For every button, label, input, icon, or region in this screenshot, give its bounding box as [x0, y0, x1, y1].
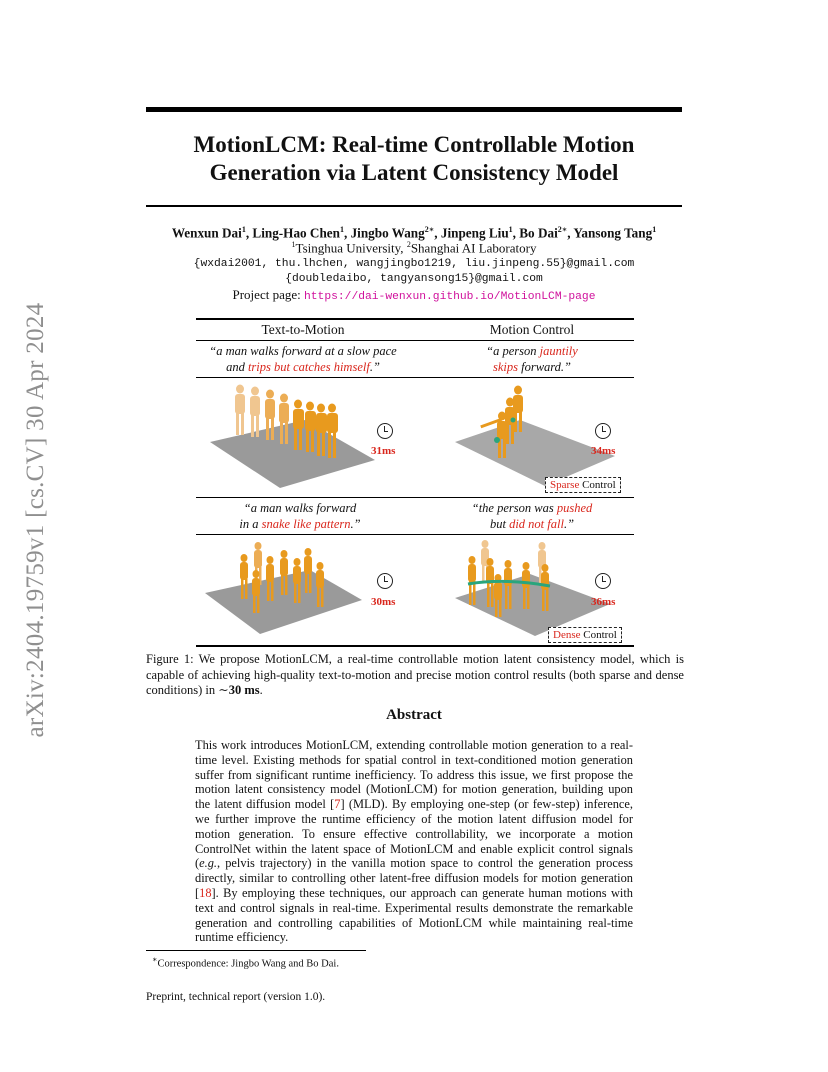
abstract-body: This work introduces MotionLCM, extending controllable motion generation to a real-time level. Existing methods for spatial control in text-conditioned motion generation suffer from significant runtime inefficiency. To address this issue, we first propose the motion latent consistency model (MotionLCM) for motion generation, building upon the latent diffusion model [7] (MLD). By employing one-step (or few-step) inference, we further improve the runtime efficiency of the motion latent diffusion model for motion generation. To ensure effective controllability, we incorporate a motion ControlNet within the latent space of MotionLCM and enable explicit control signals (e.g., pelvis trajectory) in the vanilla motion space to control the generation process directly, similar to controlling other latent-free diffusion models for motion generation [18]. By employing these techniques, our approach can generate human motions with text and control signals in real-time. Experimental results demonstrate the remarkable generation and controlling capabilities of MotionLCM while maintaining real-time runtime efficiency.: [195, 738, 634, 945]
author-name: Yansong Tang: [573, 225, 653, 241]
runtime-label: 36ms: [591, 596, 616, 608]
author-name: Jinpeng Liu: [440, 225, 509, 241]
runtime-label: 31ms: [371, 445, 396, 457]
author-name: Wenxun Dai: [171, 225, 242, 241]
motion-figure-trips: [200, 382, 410, 494]
figure-top-rule: [196, 318, 634, 320]
project-link[interactable]: https://dai-wenxun.github.io/MotionLCM-page: [303, 291, 596, 303]
runtime-label: 34ms: [591, 445, 616, 457]
dense-control-badge: Dense Control: [548, 627, 622, 643]
affiliations: $^1$Tsinghua University, $^2$Shanghai AI Laboratory: [291, 240, 537, 256]
clock-icon: [595, 423, 611, 439]
abstract-heading: Abstract: [386, 707, 442, 723]
column-header-motion-control: Motion Control: [489, 322, 575, 337]
clock-icon: [377, 423, 393, 439]
figure-row-rule: [196, 497, 634, 498]
author-name: Ling-Hao Chen: [252, 225, 340, 241]
author-list: Wenxun Dai$^1$, Ling-Hao Chen$^1$, Jingbo Wang$^{2∗}$, Jinpeng Liu$^1$, Bo Dai$^{2∗}$, Yansong Tang$^1$: [171, 225, 657, 241]
author-name: Jingbo Wang: [350, 225, 425, 241]
title-bottom-rule: [146, 205, 682, 207]
figure-header-rule: [196, 340, 634, 341]
column-header-text-to-motion: Text-to-Motion: [261, 322, 345, 337]
runtime-label: 30ms: [371, 596, 396, 608]
clock-icon: [595, 573, 611, 589]
correspondence-footnote: ∗Correspondence: Jingbo Wang and Bo Dai.: [152, 955, 339, 970]
sparse-control-badge: Sparse Control: [545, 477, 621, 493]
emails-line-2: {doubledaibo, tangyansong15}@gmail.com: [285, 273, 543, 285]
prompt-trips: “a man walks forward at a slow pace and trips but catches himself.”: [209, 344, 397, 374]
project-page: Project page: https://dai-wenxun.github.io/MotionLCM-page: [232, 287, 596, 303]
title-line-1: MotionLCM: Real-time Controllable Motion: [193, 132, 635, 157]
figure-row-rule: [196, 534, 634, 535]
figure-caption: Figure 1: We propose MotionLCM, a real-time controllable motion latent consistency model, which is capable of achieving high-quality text-to-motion and precise motion control results (both sparse and dense conditions) in ∼30 ms.: [146, 652, 684, 697]
clock-icon: [377, 573, 393, 589]
emails-line-1: {wxdai2001, thu.lhchen, wangjingbo1219, liu.jinpeng.55}@gmail.com: [193, 258, 635, 270]
title-top-rule: [146, 107, 682, 112]
preprint-note: Preprint, technical report (version 1.0).: [146, 991, 326, 1003]
paper-title: [146, 131, 682, 187]
motion-figure-snake: [200, 538, 410, 642]
citation-link[interactable]: 7: [334, 797, 341, 812]
citation-link[interactable]: 18: [199, 885, 212, 900]
prompt-snake: “a man walks forward in a snake like pattern.”: [239, 501, 361, 531]
arxiv-identifier: arXiv:2404.19759v1 [cs.CV] 30 Apr 2024: [22, 302, 49, 738]
author-name: Bo Dai: [519, 225, 558, 241]
title-line-2: Generation via Latent Consistency Model: [209, 160, 619, 185]
prompt-pushed: “the person was pushed but did not fall.”: [471, 501, 593, 531]
figure-bottom-rule: [196, 645, 634, 647]
prompt-skips: “a person jauntily skips forward.”: [486, 344, 578, 374]
footnote-rule: [146, 950, 366, 951]
figure-row-rule: [196, 377, 634, 378]
